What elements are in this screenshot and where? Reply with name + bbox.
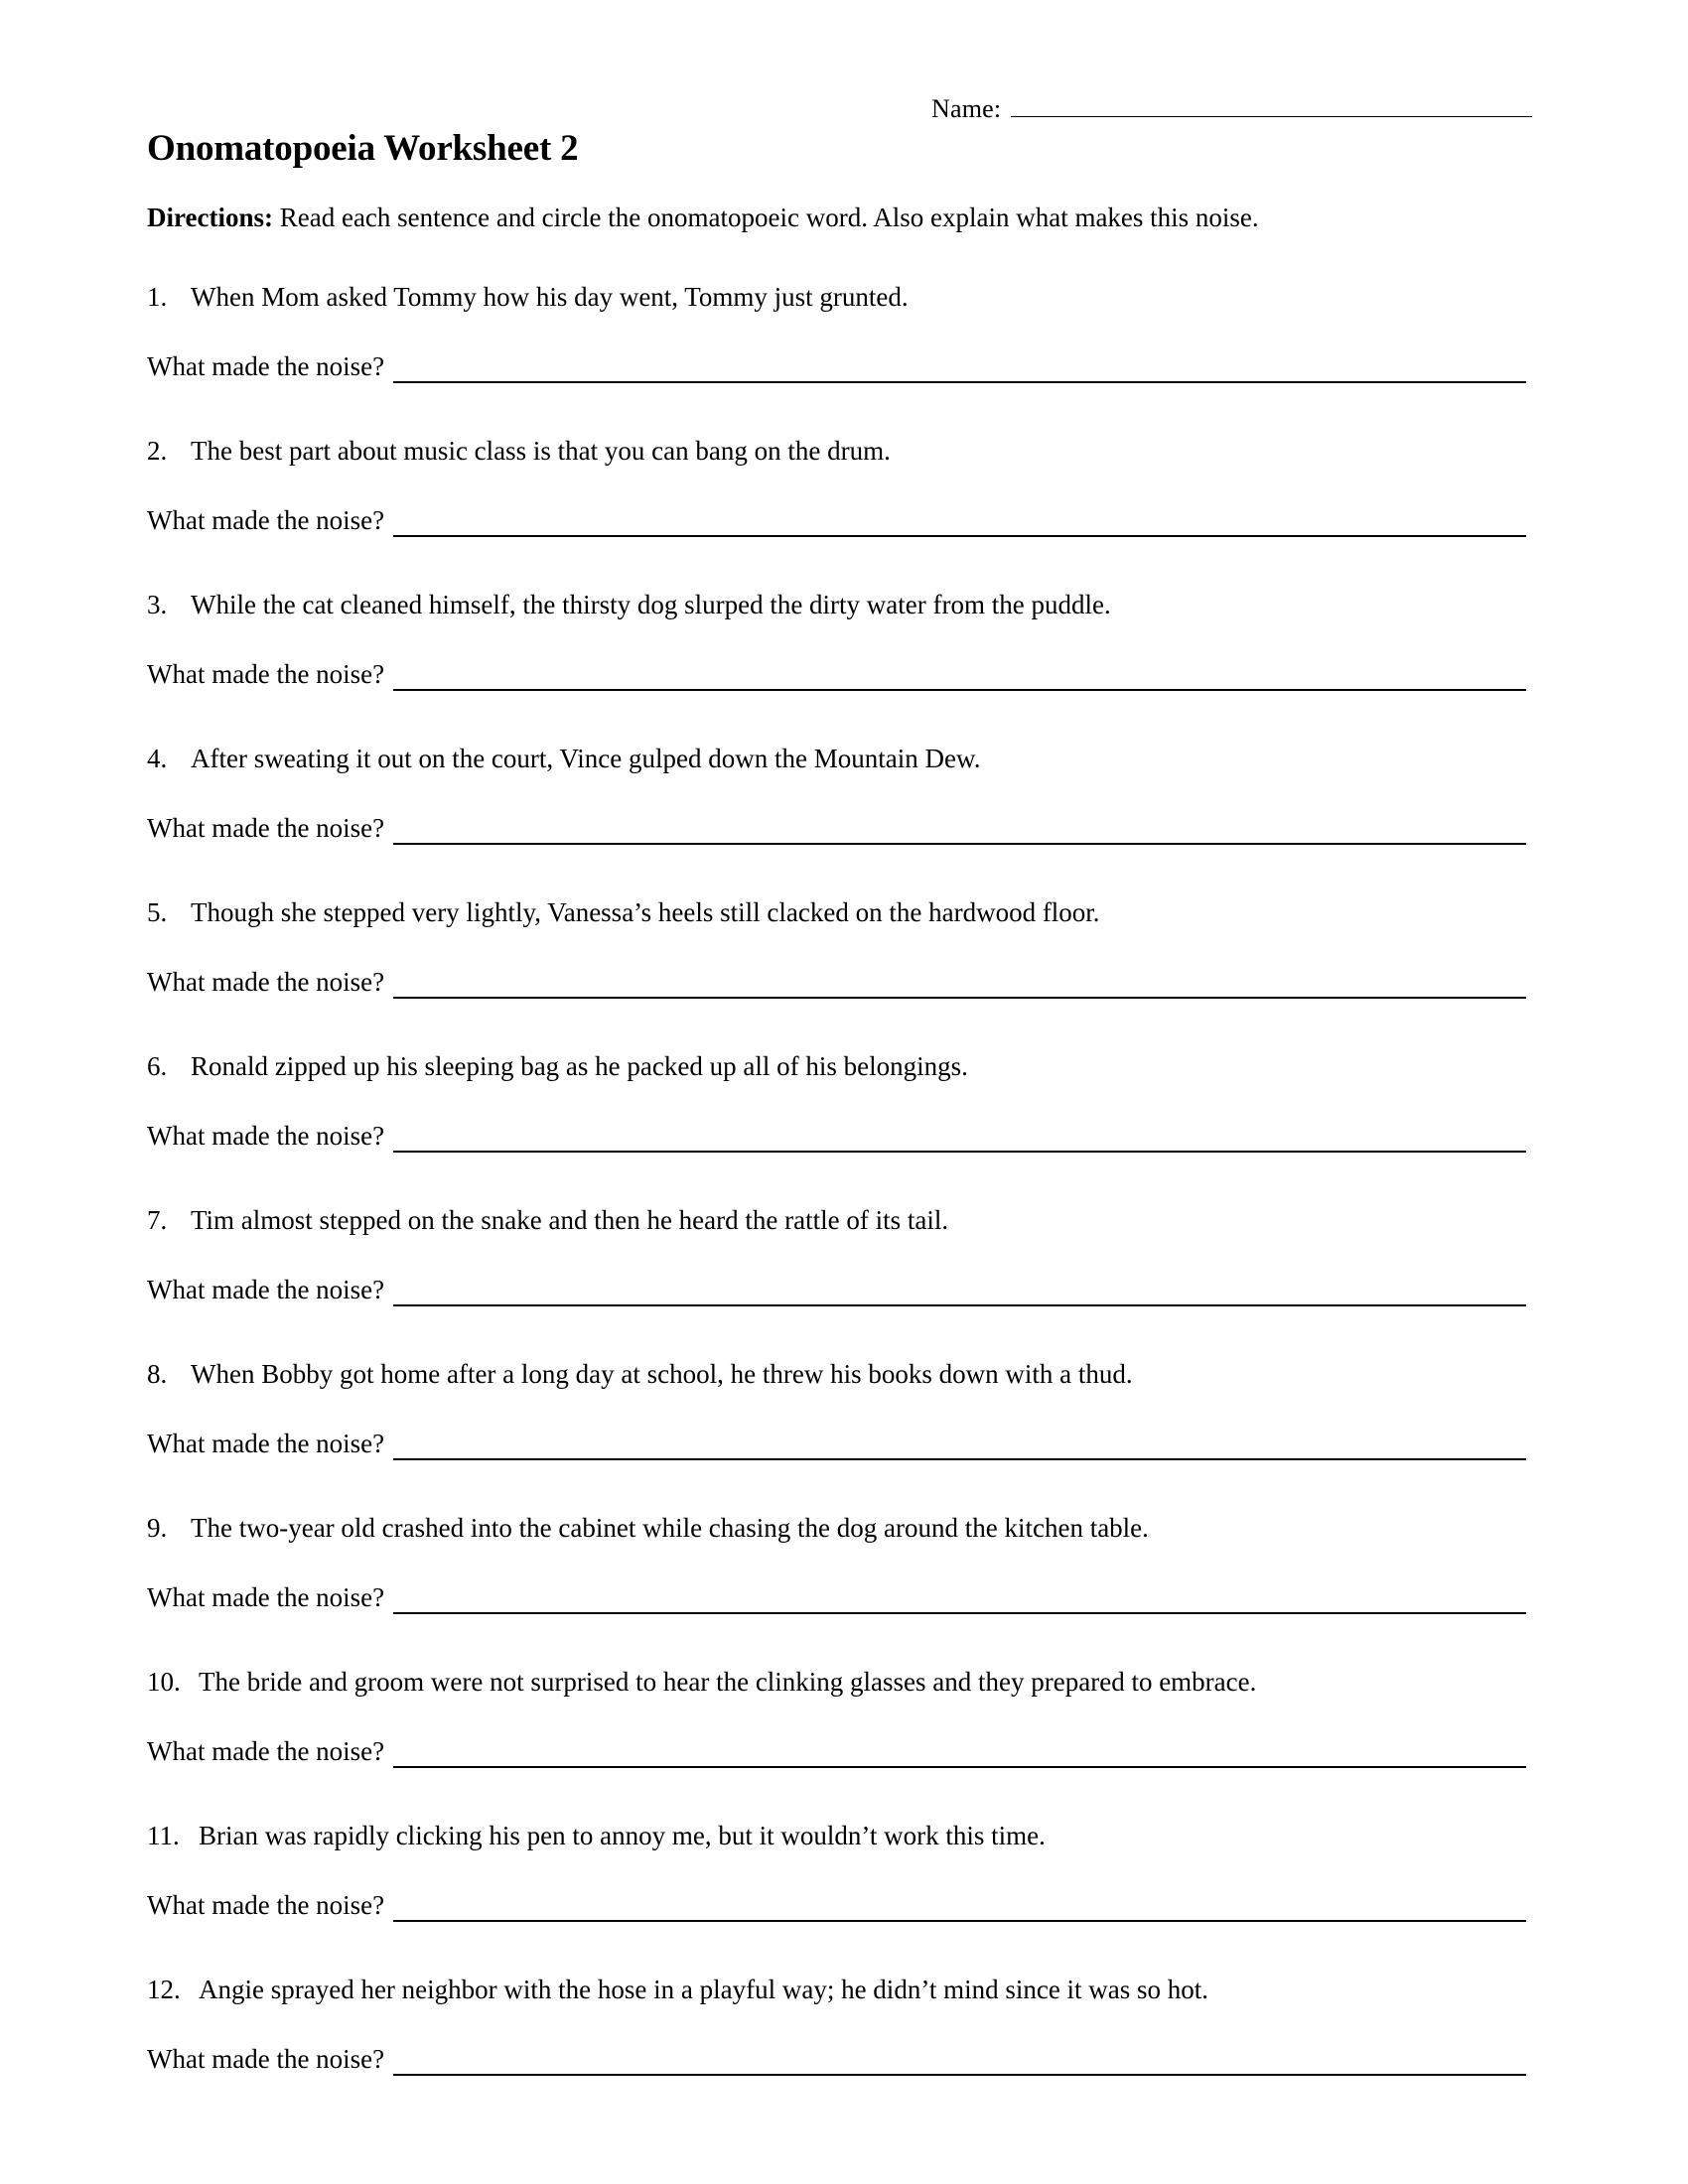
answer-prompt-label: What made the noise? [147, 505, 385, 535]
question-text-row [147, 1819, 1046, 1852]
question-item [147, 742, 1533, 895]
question-item [147, 1357, 1533, 1511]
question-number: 1. [147, 282, 168, 312]
question-sentence: While the cat cleaned himself, the thirsty dog slurped the dirty water from the puddle. [191, 590, 1111, 619]
answer-blank-line[interactable] [393, 1124, 1526, 1153]
question-item [147, 1203, 1533, 1357]
question-text-row [147, 895, 1100, 929]
question-item [147, 588, 1533, 742]
answer-row [147, 811, 1526, 845]
question-item [147, 1511, 1533, 1665]
answer-row [147, 503, 1526, 537]
answer-prompt-label: What made the noise? [147, 2044, 385, 2074]
answer-prompt-label: What made the noise? [147, 351, 385, 381]
question-sentence: Ronald zipped up his sleeping bag as he packed up all of his belongings. [191, 1051, 968, 1081]
answer-row [147, 1888, 1526, 1922]
question-text-row [147, 1511, 1149, 1545]
page-title: Onomatopoeia Worksheet 2 [147, 128, 579, 169]
question-sentence: Angie sprayed her neighbor with the hose in a playful way; he didn’t mind since it was so hot. [199, 1975, 1209, 2004]
answer-row [147, 657, 1526, 691]
answer-prompt-label: What made the noise? [147, 967, 385, 997]
answer-prompt-label: What made the noise? [147, 1275, 385, 1304]
question-text-row [147, 1203, 948, 1237]
question-number: 6. [147, 1051, 168, 1081]
answer-blank-line[interactable] [393, 508, 1526, 537]
name-blank-line[interactable] [1011, 94, 1532, 117]
question-text-row [147, 1049, 968, 1083]
answer-prompt-label: What made the noise? [147, 1890, 385, 1920]
question-item [147, 895, 1533, 1049]
question-sentence: After sweating it out on the court, Vince gulped down the Mountain Dew. [191, 744, 981, 773]
answer-row [147, 349, 1526, 383]
answer-blank-line[interactable] [393, 1585, 1526, 1614]
answer-blank-line[interactable] [393, 662, 1526, 691]
question-item [147, 1973, 1533, 2126]
question-sentence: The bride and groom were not surprised to hear the clinking glasses and they prepared to embrace. [199, 1667, 1257, 1697]
answer-blank-line[interactable] [393, 1893, 1526, 1922]
answer-row [147, 1427, 1526, 1460]
question-item [147, 434, 1533, 588]
question-sentence: Brian was rapidly clicking his pen to annoy me, but it wouldn’t work this time. [199, 1821, 1046, 1850]
question-item [147, 1665, 1533, 1819]
answer-prompt-label: What made the noise? [147, 1121, 385, 1151]
answer-prompt-label: What made the noise? [147, 813, 385, 843]
question-item [147, 280, 1533, 434]
directions-line [147, 202, 1537, 233]
answer-row [147, 1734, 1526, 1768]
question-number: 4. [147, 744, 168, 773]
question-number: 7. [147, 1205, 168, 1235]
answer-prompt-label: What made the noise? [147, 1736, 385, 1766]
question-text-row [147, 434, 891, 468]
name-field-row [931, 94, 1532, 124]
answer-blank-line[interactable] [393, 816, 1526, 845]
answer-prompt-label: What made the noise? [147, 1429, 385, 1458]
answer-row [147, 2042, 1526, 2076]
question-sentence: When Bobby got home after a long day at school, he threw his books down with a thud. [191, 1359, 1133, 1389]
question-number: 5. [147, 897, 168, 927]
question-text-row [147, 742, 980, 775]
question-sentence: The two-year old crashed into the cabinet while chasing the dog around the kitchen table. [191, 1513, 1149, 1543]
question-number: 10. [147, 1667, 181, 1697]
question-sentence: Tim almost stepped on the snake and then he heard the rattle of its tail. [191, 1205, 949, 1235]
answer-blank-line[interactable] [393, 354, 1526, 383]
directions-text: Read each sentence and circle the onomatopoeic word. Also explain what makes this noise. [272, 203, 1259, 232]
question-number: 2. [147, 436, 168, 466]
answer-row [147, 1119, 1526, 1153]
name-label: Name: [931, 94, 1002, 123]
answer-blank-line[interactable] [393, 1432, 1526, 1460]
answer-blank-line[interactable] [393, 1739, 1526, 1768]
answer-blank-line[interactable] [393, 970, 1526, 999]
answer-row [147, 1273, 1526, 1306]
answer-prompt-label: What made the noise? [147, 1582, 385, 1612]
question-text-row [147, 1665, 1256, 1699]
question-number: 11. [147, 1821, 180, 1850]
question-text-row [147, 280, 909, 314]
question-sentence: Though she stepped very lightly, Vanessa’s heels still clacked on the hardwood floor. [191, 897, 1100, 927]
question-item [147, 1819, 1533, 1973]
question-sentence: When Mom asked Tommy how his day went, Tommy just grunted. [191, 282, 909, 312]
directions-label: Directions: [147, 203, 273, 232]
question-item [147, 1049, 1533, 1203]
question-list [147, 280, 1533, 2126]
answer-row [147, 1580, 1526, 1614]
answer-blank-line[interactable] [393, 1278, 1526, 1306]
question-sentence: The best part about music class is that you can bang on the drum. [191, 436, 891, 466]
question-text-row [147, 1357, 1133, 1391]
question-number: 12. [147, 1975, 181, 2004]
question-number: 9. [147, 1513, 168, 1543]
question-number: 8. [147, 1359, 168, 1389]
question-number: 3. [147, 590, 168, 619]
answer-prompt-label: What made the noise? [147, 659, 385, 689]
question-text-row [147, 588, 1111, 621]
question-text-row [147, 1973, 1208, 2006]
answer-blank-line[interactable] [393, 2047, 1526, 2076]
answer-row [147, 965, 1526, 999]
